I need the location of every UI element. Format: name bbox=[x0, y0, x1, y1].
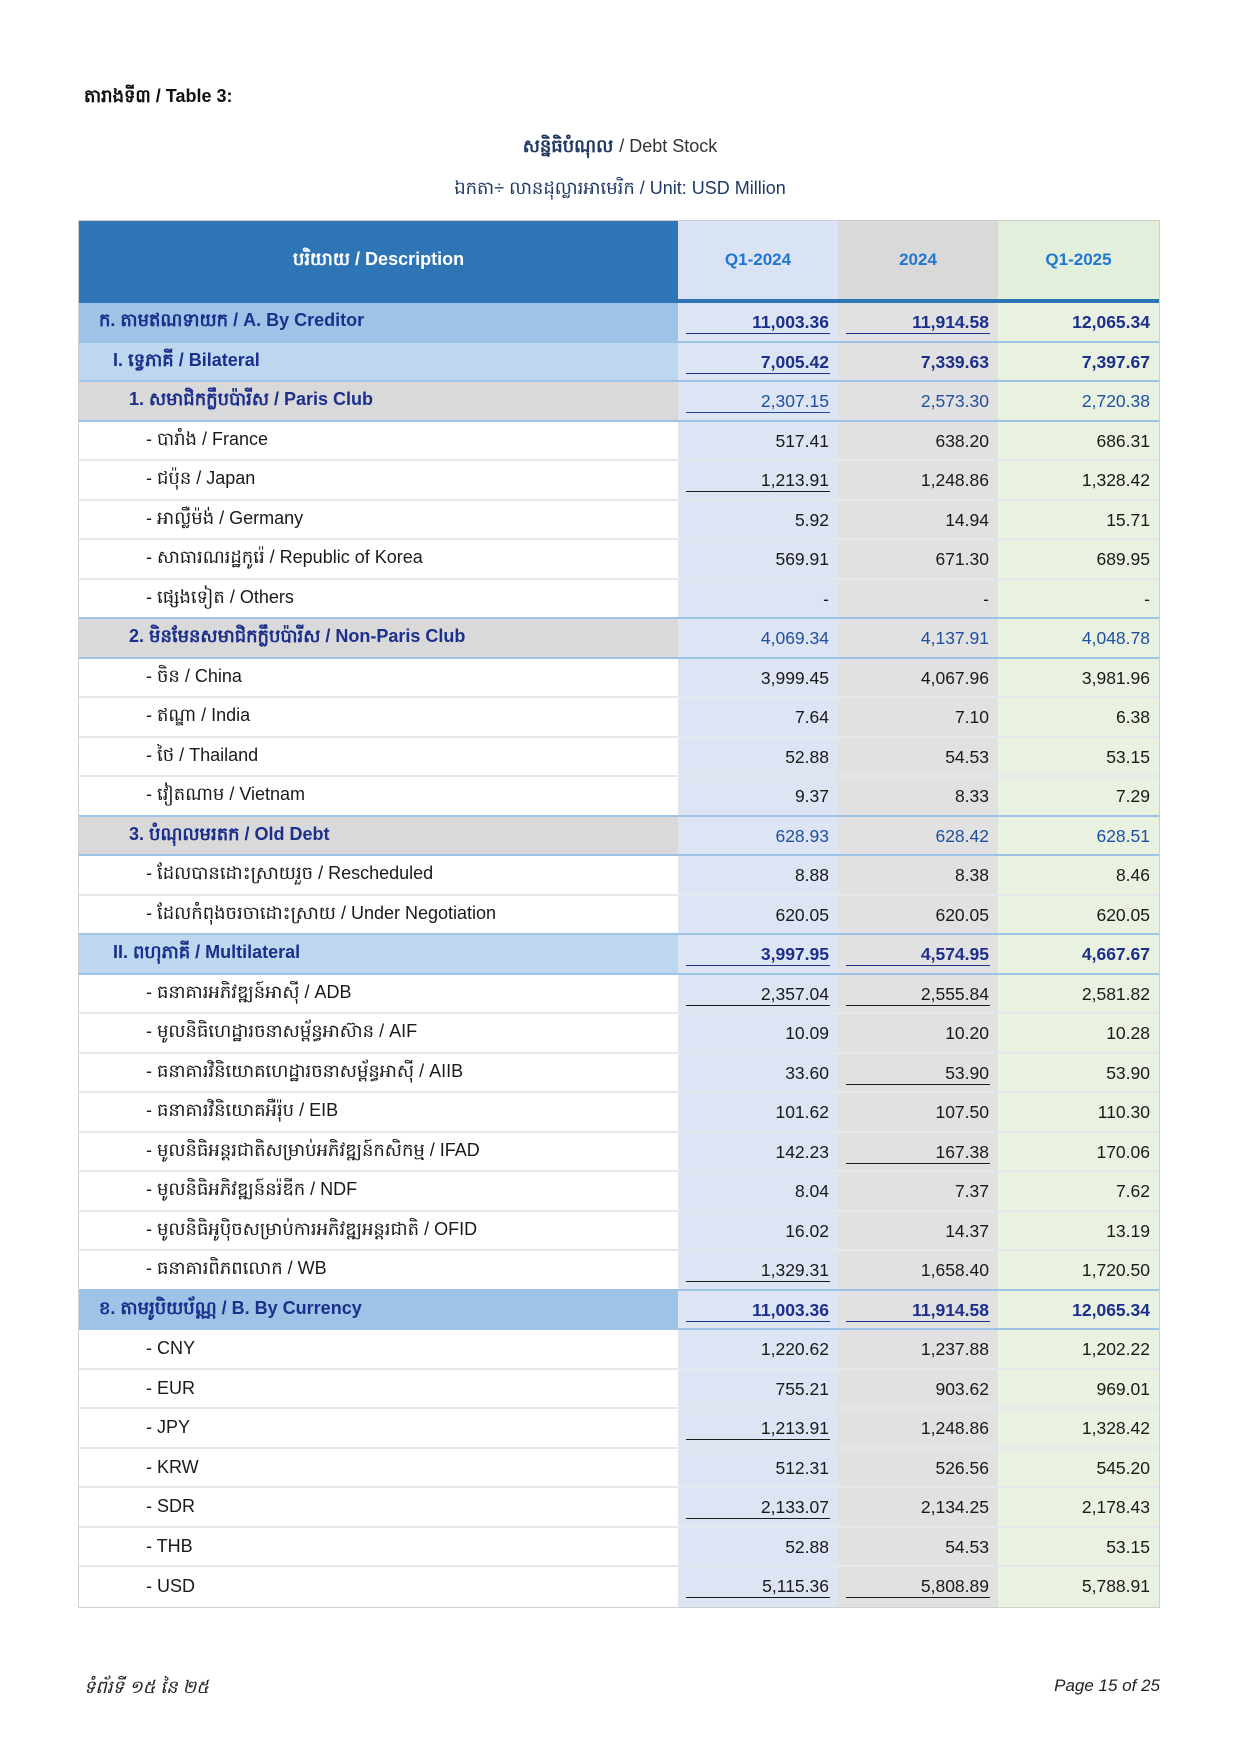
cell-value: 628.51 bbox=[1096, 825, 1150, 846]
value-cell bbox=[998, 461, 1159, 499]
cell-value: 4,137.91 bbox=[920, 628, 989, 648]
cell-value: 11,003.36 bbox=[686, 311, 830, 334]
cell-value: 2,720.38 bbox=[1081, 391, 1150, 411]
cell-value: 7,005.42 bbox=[686, 351, 830, 374]
row-label: - សាធារណរដ្ឋកូរ៉េ / Republic of Korea bbox=[79, 540, 678, 578]
value-cell bbox=[838, 1212, 998, 1250]
cell-value: 5,115.36 bbox=[686, 1575, 830, 1598]
value-cell bbox=[998, 540, 1159, 578]
cell-value: 903.62 bbox=[935, 1378, 989, 1399]
cell-value: 7,397.67 bbox=[1081, 351, 1150, 372]
value-cell bbox=[838, 935, 998, 973]
row-label: - ផ្សេងទៀត / Others bbox=[79, 580, 678, 618]
row-label: - មូលនិធិអភិវឌ្ឍន៍នរ៉ឌីក / NDF bbox=[79, 1172, 678, 1210]
row-label: 2. មិនមែនសមាជិកក្លឹបប៉ារីស / Non-Paris Club bbox=[79, 619, 678, 657]
value-cell bbox=[678, 975, 838, 1013]
cell-value: 2,133.07 bbox=[686, 1496, 830, 1519]
value-cell bbox=[838, 1409, 998, 1447]
value-cell bbox=[678, 303, 838, 341]
cell-value: 7,339.63 bbox=[920, 351, 989, 372]
cell-value: 54.53 bbox=[945, 746, 989, 767]
cell-value: 1,328.42 bbox=[1081, 1418, 1150, 1438]
value-cell bbox=[998, 975, 1159, 1013]
value-cell bbox=[998, 343, 1159, 381]
value-cell bbox=[678, 1567, 838, 1607]
table-row bbox=[79, 1014, 1159, 1054]
value-cell bbox=[678, 896, 838, 934]
table-row bbox=[79, 1330, 1159, 1370]
footer-page-number: Page 15 of 25 bbox=[1054, 1676, 1160, 1695]
header-col-q1-2024: Q1-2024 bbox=[678, 221, 838, 299]
value-cell bbox=[678, 777, 838, 815]
cell-value: 620.05 bbox=[935, 904, 989, 925]
row-label: ក. តាមឥណទាយក / A. By Creditor bbox=[79, 303, 678, 341]
row-label: - ឥណ្ឌា / India bbox=[79, 698, 678, 736]
table-row bbox=[79, 303, 1159, 343]
table-row bbox=[79, 1133, 1159, 1173]
cell-value: 14.94 bbox=[945, 509, 989, 530]
value-cell bbox=[998, 1409, 1159, 1447]
cell-value: 53.15 bbox=[1106, 746, 1150, 767]
cell-value: 4,667.67 bbox=[1081, 944, 1150, 964]
cell-value: 7.37 bbox=[954, 1181, 989, 1201]
table-row bbox=[79, 343, 1159, 383]
value-cell bbox=[678, 856, 838, 894]
value-cell bbox=[838, 580, 998, 618]
row-label: - ដែលបានដោះស្រាយរួច / Rescheduled bbox=[79, 856, 678, 894]
row-label: - SDR bbox=[79, 1488, 678, 1526]
value-cell bbox=[998, 856, 1159, 894]
value-cell bbox=[678, 1409, 838, 1447]
value-cell bbox=[678, 738, 838, 776]
value-cell bbox=[998, 382, 1159, 420]
cell-value: 12,065.34 bbox=[1072, 312, 1150, 332]
value-cell bbox=[678, 1291, 838, 1329]
value-cell bbox=[998, 659, 1159, 697]
cell-value: 2,307.15 bbox=[686, 390, 830, 413]
row-label: - ធនាគារវិនិយោគអឺរ៉ុប / EIB bbox=[79, 1093, 678, 1131]
row-label: - ចិន / China bbox=[79, 659, 678, 697]
cell-value: 969.01 bbox=[1096, 1378, 1150, 1399]
value-cell bbox=[998, 896, 1159, 934]
table-row bbox=[79, 659, 1159, 699]
cell-value: 671.30 bbox=[935, 549, 989, 569]
value-cell bbox=[678, 1133, 838, 1171]
title-khmer: សន្និធិបំណុល bbox=[522, 136, 614, 156]
row-label: - ធនាគារវិនិយោគហេដ្ឋារចនាសម្ព័ន្ធអាស៊ី / AIIB bbox=[79, 1054, 678, 1092]
value-cell bbox=[998, 1449, 1159, 1487]
cell-value: 11,914.58 bbox=[846, 1299, 990, 1322]
table-row bbox=[79, 777, 1159, 817]
cell-value: 4,067.96 bbox=[920, 667, 989, 688]
table-row bbox=[79, 738, 1159, 778]
cell-value: 7.64 bbox=[794, 707, 829, 727]
cell-value: 170.06 bbox=[1096, 1141, 1150, 1162]
table-row bbox=[79, 1528, 1159, 1568]
value-cell bbox=[678, 1528, 838, 1566]
page-title bbox=[0, 134, 1240, 161]
value-cell bbox=[678, 1172, 838, 1210]
table-row bbox=[79, 1054, 1159, 1094]
cell-value: 12,065.34 bbox=[1072, 1299, 1150, 1320]
table-row bbox=[79, 501, 1159, 541]
table-row bbox=[79, 1212, 1159, 1252]
unit-label: ឯកតា÷ លានដុល្លារអាមេរិក / Unit: USD Million bbox=[454, 178, 786, 198]
row-label: - បារាំង / France bbox=[79, 422, 678, 460]
table-row bbox=[79, 856, 1159, 896]
table-row bbox=[79, 540, 1159, 580]
cell-value: 1,237.88 bbox=[920, 1339, 989, 1359]
value-cell bbox=[998, 935, 1159, 973]
cell-value: 5,808.89 bbox=[846, 1575, 990, 1598]
cell-value: 2,134.25 bbox=[920, 1497, 989, 1517]
value-cell bbox=[838, 382, 998, 420]
value-cell bbox=[998, 1093, 1159, 1131]
value-cell bbox=[998, 1212, 1159, 1250]
table-row bbox=[79, 580, 1159, 620]
cell-value: 545.20 bbox=[1096, 1457, 1150, 1478]
cell-value: 13.19 bbox=[1106, 1220, 1150, 1241]
table-row bbox=[79, 1409, 1159, 1449]
cell-value: 1,213.91 bbox=[686, 469, 830, 492]
value-cell bbox=[998, 1488, 1159, 1526]
value-cell bbox=[838, 1370, 998, 1408]
value-cell bbox=[998, 1172, 1159, 1210]
cell-value: 512.31 bbox=[775, 1457, 829, 1478]
value-cell bbox=[678, 1330, 838, 1368]
row-label: - អាល្លឺម៉ង់ / Germany bbox=[79, 501, 678, 539]
value-cell bbox=[998, 738, 1159, 776]
cell-value: - bbox=[823, 588, 829, 609]
cell-value: 2,573.30 bbox=[920, 391, 989, 411]
table-row bbox=[79, 896, 1159, 936]
cell-value: 3,981.96 bbox=[1081, 667, 1150, 688]
row-label: - ថៃ / Thailand bbox=[79, 738, 678, 776]
cell-value: 142.23 bbox=[775, 1141, 829, 1162]
value-cell bbox=[678, 817, 838, 855]
cell-value: 569.91 bbox=[775, 549, 829, 569]
header-col-q1-2025: Q1-2025 bbox=[998, 221, 1159, 299]
table-label: តារាងទី៣ / Table 3: bbox=[84, 86, 233, 106]
row-label: - CNY bbox=[79, 1330, 678, 1368]
cell-value: 5.92 bbox=[794, 509, 829, 530]
table-row bbox=[79, 1251, 1159, 1291]
cell-value: 628.93 bbox=[775, 825, 829, 846]
cell-value: 8.46 bbox=[1115, 865, 1150, 885]
value-cell bbox=[838, 1251, 998, 1289]
cell-value: 1,329.31 bbox=[686, 1259, 830, 1282]
cell-value: 5,788.91 bbox=[1081, 1576, 1150, 1596]
row-label: - មូលនិធិអូប៉ិចសម្រាប់ការអភិវឌ្ឍអន្តរជាតិ / OFID bbox=[79, 1212, 678, 1250]
cell-value: - bbox=[983, 588, 989, 609]
value-cell bbox=[838, 1567, 998, 1607]
value-cell bbox=[678, 1370, 838, 1408]
table-row bbox=[79, 422, 1159, 462]
value-cell bbox=[998, 580, 1159, 618]
cell-value: 53.15 bbox=[1106, 1536, 1150, 1557]
cell-value: 10.20 bbox=[945, 1023, 989, 1043]
row-label: - វៀតណាម / Vietnam bbox=[79, 777, 678, 815]
cell-value: 7.62 bbox=[1115, 1181, 1150, 1201]
value-cell bbox=[838, 1449, 998, 1487]
title-english: / Debt Stock bbox=[619, 136, 718, 156]
value-cell bbox=[838, 738, 998, 776]
cell-value: 1,658.40 bbox=[920, 1260, 989, 1280]
cell-value: 517.41 bbox=[775, 430, 829, 451]
row-label: - មូលនិធិអន្តរជាតិសម្រាប់អភិវឌ្ឍន៍កសិកម្ម / IFAD bbox=[79, 1133, 678, 1171]
cell-value: 638.20 bbox=[935, 430, 989, 451]
cell-value: 1,213.91 bbox=[686, 1417, 830, 1440]
value-cell bbox=[678, 1054, 838, 1092]
cell-value: 14.37 bbox=[945, 1220, 989, 1241]
cell-value: 1,248.86 bbox=[920, 1418, 989, 1438]
value-cell bbox=[838, 1172, 998, 1210]
cell-value: 3,997.95 bbox=[686, 943, 830, 966]
cell-value: 2,357.04 bbox=[686, 983, 830, 1006]
value-cell bbox=[998, 1133, 1159, 1171]
value-cell bbox=[678, 698, 838, 736]
cell-value: 15.71 bbox=[1106, 509, 1150, 530]
value-cell bbox=[998, 698, 1159, 736]
table-row bbox=[79, 935, 1159, 975]
table-header bbox=[79, 221, 1159, 303]
value-cell bbox=[838, 303, 998, 341]
value-cell bbox=[678, 1488, 838, 1526]
value-cell bbox=[998, 777, 1159, 815]
row-label: - THB bbox=[79, 1528, 678, 1566]
row-label: - ជប៉ុន / Japan bbox=[79, 461, 678, 499]
value-cell bbox=[838, 1014, 998, 1052]
value-cell bbox=[678, 1251, 838, 1289]
row-label: - មូលនិធិហេដ្ឋារចនាសម្ព័ន្ធអាស៊ាន / AIF bbox=[79, 1014, 678, 1052]
value-cell bbox=[838, 896, 998, 934]
cell-value: 4,574.95 bbox=[846, 943, 990, 966]
cell-value: 1,220.62 bbox=[760, 1339, 829, 1359]
cell-value: 101.62 bbox=[775, 1102, 829, 1122]
cell-value: 689.95 bbox=[1096, 549, 1150, 569]
value-cell bbox=[678, 1014, 838, 1052]
cell-value: 1,202.22 bbox=[1081, 1339, 1150, 1359]
value-cell bbox=[838, 1093, 998, 1131]
table-row bbox=[79, 461, 1159, 501]
table-row bbox=[79, 1488, 1159, 1528]
row-label: 1. សមាជិកក្លឹបប៉ារីស / Paris Club bbox=[79, 382, 678, 420]
cell-value: 7.10 bbox=[954, 707, 989, 727]
cell-value: 526.56 bbox=[935, 1457, 989, 1478]
value-cell bbox=[998, 1054, 1159, 1092]
value-cell bbox=[678, 1093, 838, 1131]
cell-value: 628.42 bbox=[935, 825, 989, 846]
cell-value: 3,999.45 bbox=[760, 667, 829, 688]
value-cell bbox=[998, 1330, 1159, 1368]
value-cell bbox=[838, 343, 998, 381]
cell-value: 54.53 bbox=[945, 1536, 989, 1557]
value-cell bbox=[998, 1567, 1159, 1607]
table-row bbox=[79, 975, 1159, 1015]
cell-value: 11,003.36 bbox=[686, 1299, 830, 1322]
row-label: - JPY bbox=[79, 1409, 678, 1447]
value-cell bbox=[838, 619, 998, 657]
table-row bbox=[79, 1449, 1159, 1489]
row-label: - EUR bbox=[79, 1370, 678, 1408]
row-label: ខ. តាមរូបិយប័ណ្ណ / B. By Currency bbox=[79, 1291, 678, 1329]
table-row bbox=[79, 698, 1159, 738]
value-cell bbox=[678, 343, 838, 381]
value-cell bbox=[998, 1528, 1159, 1566]
value-cell bbox=[998, 1014, 1159, 1052]
value-cell bbox=[998, 1370, 1159, 1408]
value-cell bbox=[838, 659, 998, 697]
footer-page-khmer: ទំព័រទី ១៥ នៃ ២៥ bbox=[84, 1677, 209, 1697]
value-cell bbox=[678, 935, 838, 973]
row-label: II. ពហុភាគី / Multilateral bbox=[79, 935, 678, 973]
cell-value: 53.90 bbox=[1106, 1062, 1150, 1083]
value-cell bbox=[838, 856, 998, 894]
cell-value: 16.02 bbox=[785, 1220, 829, 1241]
cell-value: 620.05 bbox=[1096, 904, 1150, 925]
value-cell bbox=[838, 1054, 998, 1092]
table-row bbox=[79, 619, 1159, 659]
cell-value: 10.09 bbox=[785, 1023, 829, 1043]
table-row bbox=[79, 382, 1159, 422]
value-cell bbox=[678, 461, 838, 499]
cell-value: 1,328.42 bbox=[1081, 470, 1150, 490]
value-cell bbox=[998, 817, 1159, 855]
cell-value: 11,914.58 bbox=[846, 311, 990, 334]
cell-value: 53.90 bbox=[846, 1062, 990, 1085]
cell-value: 7.29 bbox=[1115, 786, 1150, 806]
cell-value: 4,048.78 bbox=[1081, 628, 1150, 648]
cell-value: 6.38 bbox=[1115, 707, 1150, 727]
value-cell bbox=[838, 1528, 998, 1566]
value-cell bbox=[678, 540, 838, 578]
value-cell bbox=[838, 422, 998, 460]
value-cell bbox=[838, 1488, 998, 1526]
row-label: - ដែលកំពុងចរចាដោះស្រាយ / Under Negotiation bbox=[79, 896, 678, 934]
value-cell bbox=[998, 303, 1159, 341]
value-cell bbox=[998, 619, 1159, 657]
table-row bbox=[79, 1567, 1159, 1607]
table-row bbox=[79, 1291, 1159, 1331]
cell-value: 1,720.50 bbox=[1081, 1260, 1150, 1280]
cell-value: 620.05 bbox=[775, 904, 829, 925]
value-cell bbox=[838, 817, 998, 855]
value-cell bbox=[838, 501, 998, 539]
table-row bbox=[79, 817, 1159, 857]
table-row bbox=[79, 1370, 1159, 1410]
row-label: I. ទ្វេភាគី / Bilateral bbox=[79, 343, 678, 381]
value-cell bbox=[838, 1133, 998, 1171]
row-label: - ធនាគារពិភពលោក / WB bbox=[79, 1251, 678, 1289]
cell-value: - bbox=[1144, 588, 1150, 609]
value-cell bbox=[838, 540, 998, 578]
cell-value: 8.33 bbox=[954, 786, 989, 806]
row-label: - ធនាគារអភិវឌ្ឍន៍អាស៊ី / ADB bbox=[79, 975, 678, 1013]
cell-value: 8.88 bbox=[794, 865, 829, 885]
cell-value: 8.04 bbox=[794, 1181, 829, 1201]
cell-value: 167.38 bbox=[846, 1141, 990, 1164]
cell-value: 9.37 bbox=[794, 786, 829, 806]
value-cell bbox=[838, 461, 998, 499]
cell-value: 33.60 bbox=[785, 1062, 829, 1083]
value-cell bbox=[998, 422, 1159, 460]
cell-value: 1,248.86 bbox=[920, 470, 989, 490]
table-row bbox=[79, 1093, 1159, 1133]
value-cell bbox=[838, 975, 998, 1013]
value-cell bbox=[678, 1449, 838, 1487]
cell-value: 110.30 bbox=[1097, 1102, 1150, 1122]
cell-value: 107.50 bbox=[935, 1102, 989, 1122]
value-cell bbox=[678, 1212, 838, 1250]
value-cell bbox=[678, 382, 838, 420]
header-description: បរិយាយ / Description bbox=[79, 221, 678, 299]
value-cell bbox=[838, 777, 998, 815]
cell-value: 686.31 bbox=[1096, 430, 1150, 451]
cell-value: 52.88 bbox=[785, 1536, 829, 1557]
value-cell bbox=[998, 1291, 1159, 1329]
row-label: - USD bbox=[79, 1567, 678, 1607]
cell-value: 2,178.43 bbox=[1081, 1497, 1150, 1517]
row-label: - KRW bbox=[79, 1449, 678, 1487]
cell-value: 10.28 bbox=[1106, 1023, 1150, 1043]
cell-value: 2,555.84 bbox=[846, 983, 990, 1006]
table-body bbox=[79, 303, 1159, 1607]
header-col-2024: 2024 bbox=[838, 221, 998, 299]
value-cell bbox=[678, 619, 838, 657]
debt-stock-table bbox=[78, 220, 1160, 1608]
value-cell bbox=[678, 659, 838, 697]
cell-value: 4,069.34 bbox=[760, 628, 829, 648]
cell-value: 52.88 bbox=[785, 746, 829, 767]
value-cell bbox=[678, 501, 838, 539]
table-row bbox=[79, 1172, 1159, 1212]
value-cell bbox=[838, 1330, 998, 1368]
value-cell bbox=[998, 1251, 1159, 1289]
value-cell bbox=[678, 422, 838, 460]
row-label: 3. បំណុលមរតក / Old Debt bbox=[79, 817, 678, 855]
value-cell bbox=[998, 501, 1159, 539]
cell-value: 755.21 bbox=[775, 1378, 829, 1399]
value-cell bbox=[838, 698, 998, 736]
cell-value: 2,581.82 bbox=[1081, 983, 1150, 1004]
value-cell bbox=[678, 580, 838, 618]
cell-value: 8.38 bbox=[954, 865, 989, 885]
value-cell bbox=[838, 1291, 998, 1329]
